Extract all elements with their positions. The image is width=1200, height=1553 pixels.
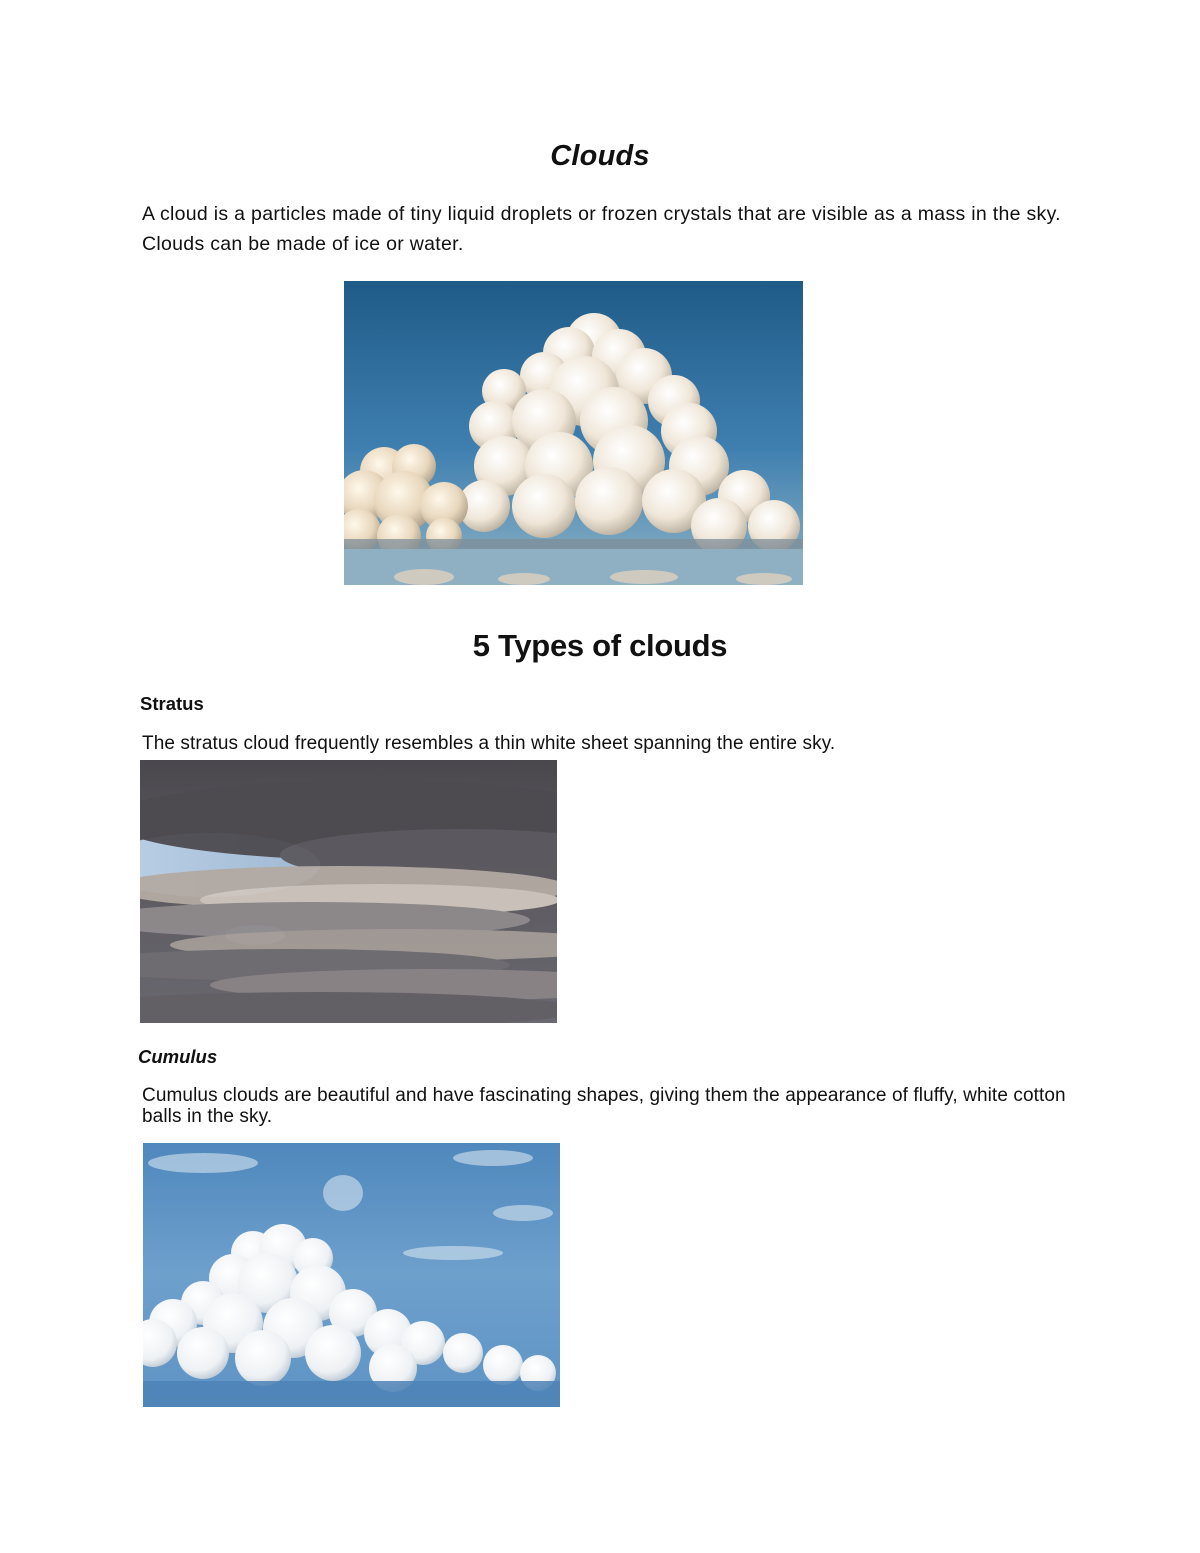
stratus-cloud-photo [140, 760, 557, 1023]
types-heading: 5 Types of clouds [472, 628, 728, 663]
page-title: Clouds [550, 140, 650, 172]
hero-cloud-photo [344, 281, 803, 585]
stratus-heading: Stratus [140, 693, 204, 714]
stratus-description: The stratus cloud frequently resembles a thin white sheet spanning the entire sky. [142, 733, 836, 754]
cumulus-cloud-photo [143, 1143, 560, 1407]
cumulus-heading: Cumulus [138, 1046, 218, 1067]
intro-paragraph: A cloud is a particles made of tiny liquid droplets or frozen crystals that are visible as a mass in the sky. Clouds can be made of ice or water. [142, 203, 1061, 255]
cumulus-description: Cumulus clouds are beautiful and have fascinating shapes, giving them the appearance of fluffy, white cotton balls in the sky. [142, 1085, 1066, 1127]
